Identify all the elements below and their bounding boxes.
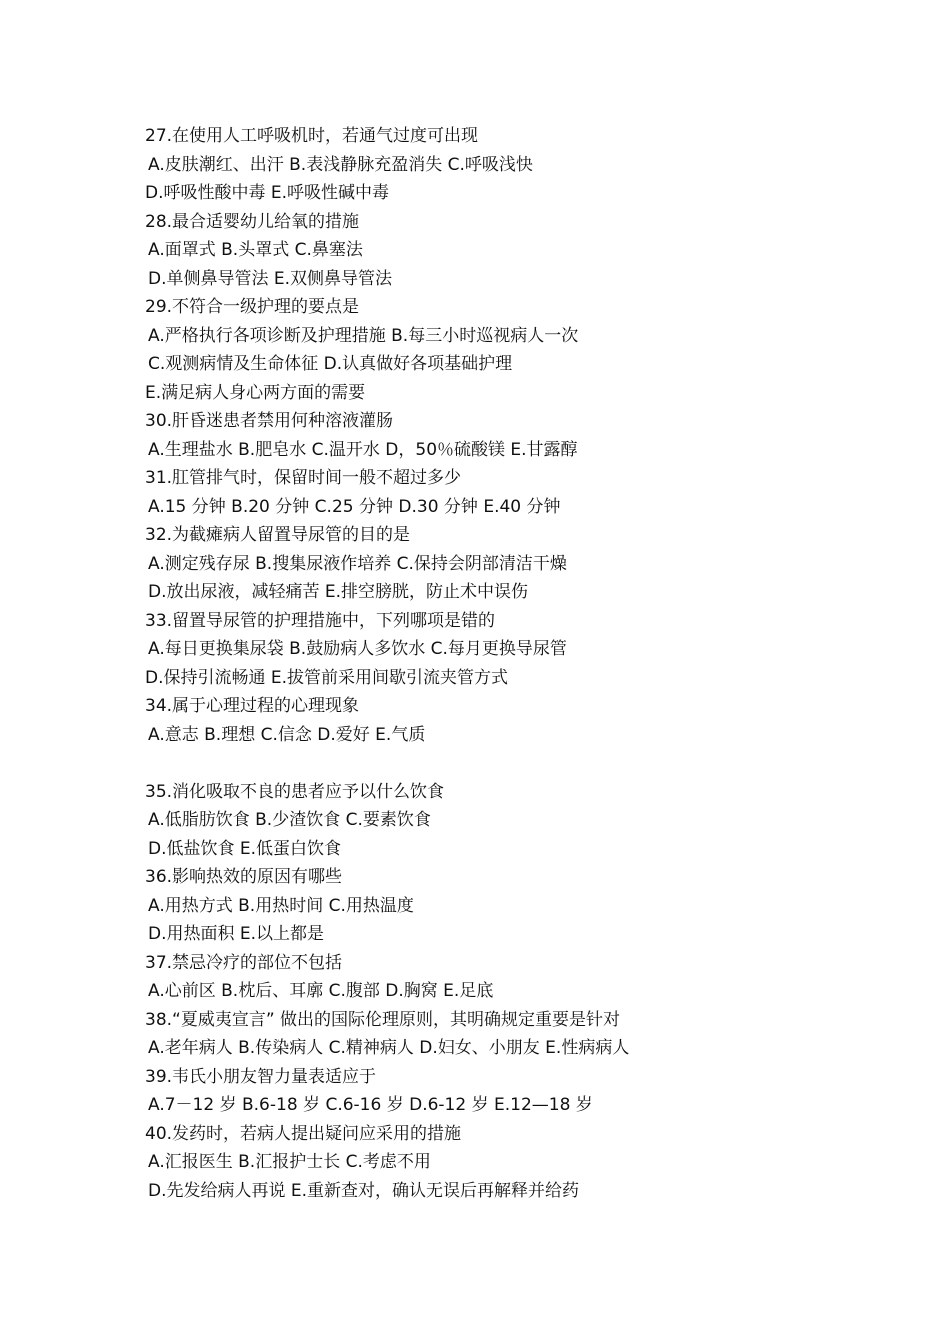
question-35: 35.消化吸取不良的患者应予以什么饮食 <box>145 781 445 802</box>
question-37: 37.禁忌冷疗的部位不包括 <box>145 952 343 973</box>
question-34-options: A.意志 B.理想 C.信念 D.爱好 E.气质 <box>148 724 426 745</box>
question-29: 29.不符合一级护理的要点是 <box>145 297 360 317</box>
question-27-options-2: D.呼吸性酸中毒 E.呼吸性碱中毒 <box>145 183 390 203</box>
question-40-options-2: D.先发给病人再说 E.重新查对，确认无误后再解释并给药 <box>148 1180 580 1201</box>
question-33: 33.留置导尿管的护理措施中，下列哪项是错的 <box>145 610 496 631</box>
question-39: 39.韦氏小朋友智力量表适应于 <box>145 1066 377 1087</box>
question-38-options: A.老年病人 B.传染病人 C.精神病人 D.妇女、小朋友 E.性病病人 <box>148 1038 630 1058</box>
blank-line <box>145 749 905 778</box>
question-31-options: A.15 分钟 B.20 分钟 C.25 分钟 D.30 分钟 E.40 分钟 <box>148 496 561 517</box>
question-28-options-2: D.单侧鼻导管法 E.双侧鼻导管法 <box>148 268 393 289</box>
question-30: 30.肝昏迷患者禁用何种溶液灌肠 <box>145 411 394 431</box>
question-27: 27.在使用人工呼吸机时，若通气过度可出现 <box>145 126 479 146</box>
question-32: 32.为截瘫病人留置导尿管的目的是 <box>145 525 411 545</box>
question-30-options: A.生理盐水 B.肥皂水 C.温开水 D，50％硫酸镁 E.甘露醇 <box>148 439 578 460</box>
question-40: 40.发药时，若病人提出疑问应采用的措施 <box>145 1123 462 1144</box>
question-31: 31.肛管排气时，保留时间一般不超过多少 <box>145 468 462 488</box>
question-36-options-2: D.用热面积 E.以上都是 <box>148 924 325 944</box>
question-28-options-1: A.面罩式 B.头罩式 C.鼻塞法 <box>148 240 363 260</box>
question-38: 38.“夏威夷宣言” 做出的国际伦理原则，其明确规定重要是针对 <box>145 1009 621 1030</box>
question-32-options-1: A.测定残存尿 B.搜集尿液作培养 C.保持会阴部清洁干燥 <box>148 553 567 574</box>
question-35-options-1: A.低脂肪饮食 B.少渣饮食 C.要素饮食 <box>148 810 431 830</box>
question-36-options-1: A.用热方式 B.用热时间 C.用热温度 <box>148 895 414 916</box>
question-27-options-1: A.皮肤潮红、出汗 B.表浅静脉充盈消失 C.呼吸浅快 <box>148 154 533 175</box>
question-list <box>145 122 905 1205</box>
question-34: 34.属于心理过程的心理现象 <box>145 696 360 716</box>
question-35-options-2: D.低盐饮食 E.低蛋白饮食 <box>148 838 342 859</box>
question-29-options-2: C.观测病情及生命体征 D.认真做好各项基础护理 <box>148 354 513 374</box>
question-36: 36.影响热效的原因有哪些 <box>145 867 343 887</box>
question-32-options-2: D.放出尿液，减轻痛苦 E.排空膀胱，防止术中误伤 <box>148 582 529 602</box>
question-28: 28.最合适婴幼儿给氧的措施 <box>145 211 360 232</box>
question-39-options: A.7－12 岁 B.6-18 岁 C.6-16 岁 D.6-12 岁 E.12—18 岁 <box>148 1095 593 1115</box>
question-37-options: A.心前区 B.枕后、耳廓 C.腹部 D.胸窝 E.足底 <box>148 981 494 1001</box>
question-40-options-1: A.汇报医生 B.汇报护士长 C.考虑不用 <box>148 1152 431 1172</box>
question-29-options-1: A.严格执行各项诊断及护理措施 B.每三小时巡视病人一次 <box>148 325 579 346</box>
question-33-options-1: A.每日更换集尿袋 B.鼓励病人多饮水 C.每月更换导尿管 <box>148 639 567 659</box>
question-33-options-2: D.保持引流畅通 E.拔管前采用间歇引流夹管方式 <box>145 667 509 688</box>
question-29-options-3: E.满足病人身心两方面的需要 <box>145 382 366 403</box>
